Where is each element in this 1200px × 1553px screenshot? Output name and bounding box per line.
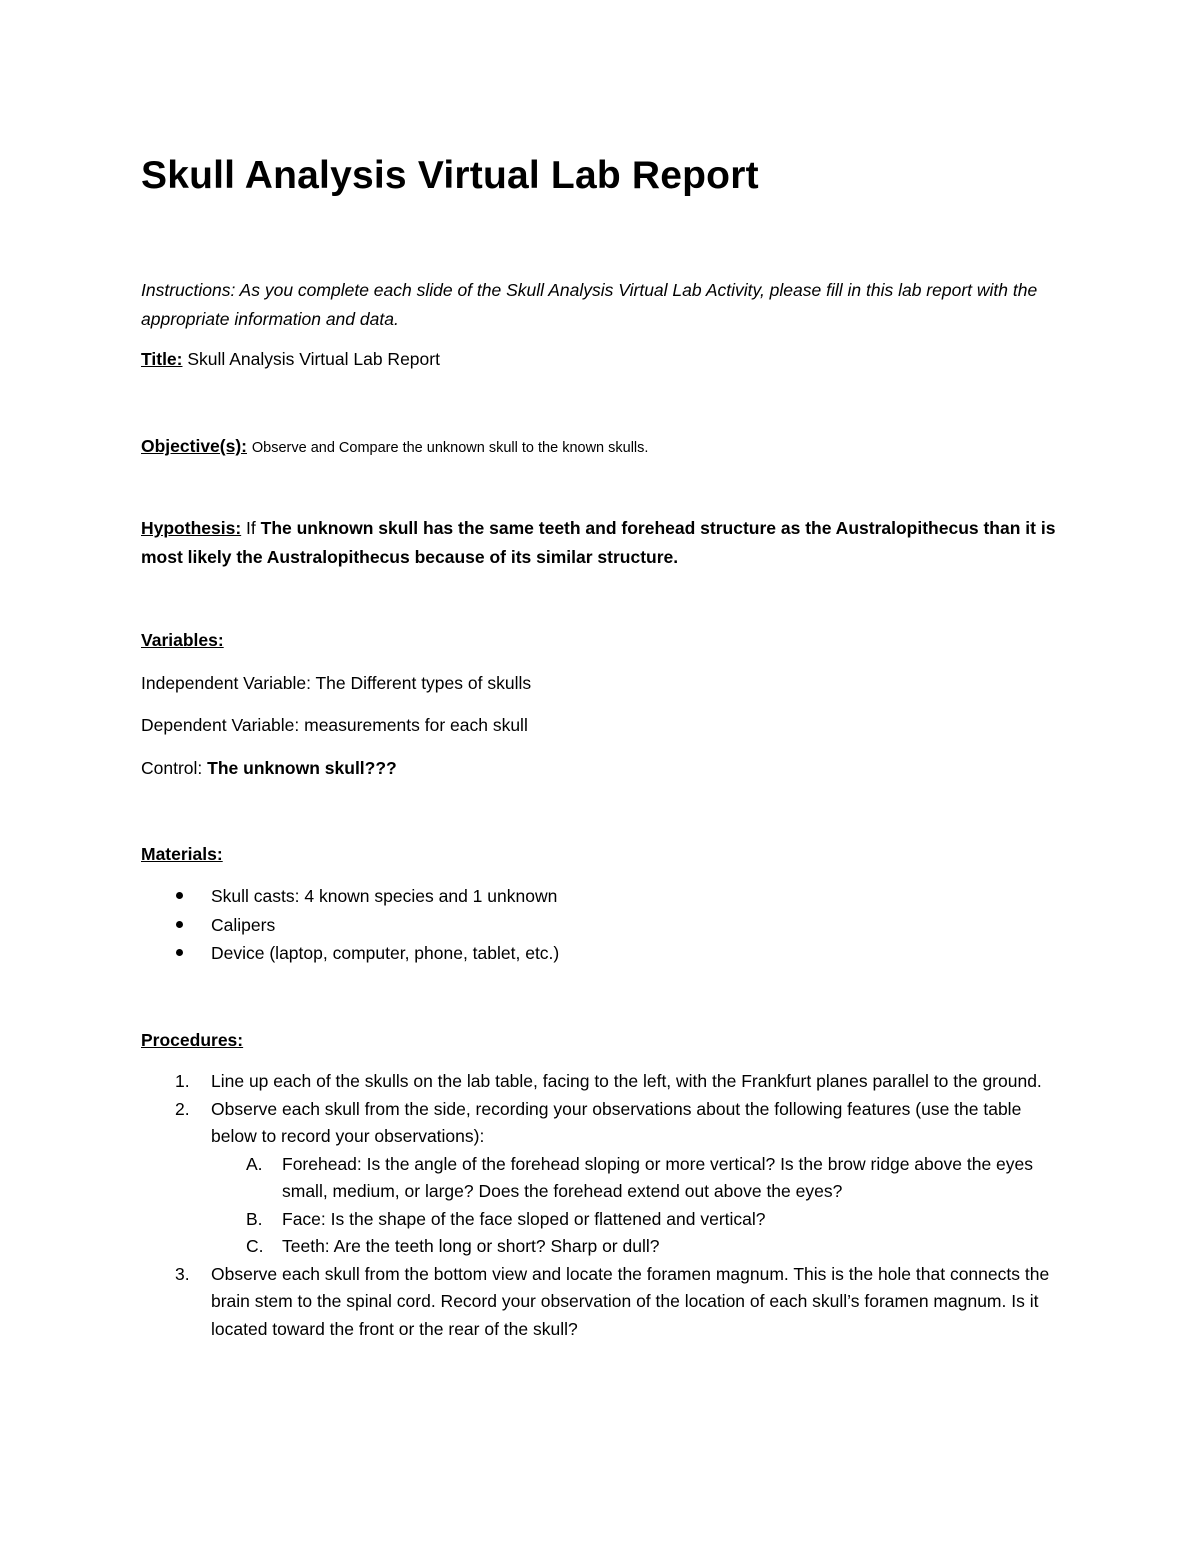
independent-variable: Independent Variable: The Different types of skulls xyxy=(141,673,532,693)
hypothesis-prefix: If xyxy=(246,518,256,538)
control-label: Control: xyxy=(141,758,203,778)
objective-label: Objective(s): xyxy=(141,436,247,456)
hypothesis-label: Hypothesis: xyxy=(141,518,242,538)
procedure-substep xyxy=(141,1233,1061,1261)
bullet-icon xyxy=(176,892,183,899)
step-text: Observe each skull from the bottom view and locate the foramen magnum. This is the hole that connects the brain stem to the spinal cord. Record your observation of the location of each skull’s foramen magnum. Is it located toward the front or the rear of the skull? xyxy=(211,1263,1050,1339)
materials-item-text: Device (laptop, computer, phone, tablet, etc.) xyxy=(211,943,560,963)
title-field xyxy=(141,345,440,373)
instructions-text: Instructions: As you complete each slide of the Skull Analysis Virtual Lab Activity, please fill in this lab report with the appropriate information and data. xyxy=(141,280,1038,329)
step-number: 2. xyxy=(175,1098,190,1119)
procedure-substep xyxy=(141,1151,1061,1206)
step-text: Line up each of the skulls on the lab table, facing to the left, with the Frankfurt planes parallel to the ground. xyxy=(211,1071,1042,1091)
control-variable xyxy=(141,754,397,782)
materials-item xyxy=(141,911,559,940)
materials-item xyxy=(141,939,559,968)
step-text: Observe each skull from the side, recording your observations about the following features (use the table below to record your observations): xyxy=(211,1098,1022,1146)
bullet-icon xyxy=(176,949,183,956)
substep-text: Forehead: Is the angle of the forehead sloping or more vertical? Is the brow ridge above the eyes small, medium, or large? Does the forehead extend out above the eyes? xyxy=(282,1153,1034,1201)
objective-field xyxy=(141,432,648,462)
substep-letter: C. xyxy=(246,1236,264,1256)
procedures-heading: Procedures: xyxy=(141,1030,244,1050)
hypothesis-value: The unknown skull has the same teeth and forehead structure as the Australopithecus than it is most likely the Australopithecus because of its similar structure. xyxy=(141,518,1056,567)
substep-text: Face: Is the shape of the face sloped or flattened and vertical? xyxy=(282,1208,766,1229)
materials-item xyxy=(141,882,559,911)
variables-heading: Variables: xyxy=(141,630,224,650)
hypothesis-field xyxy=(141,514,1061,571)
procedure-step xyxy=(141,1096,1061,1151)
materials-item-text: Calipers xyxy=(211,914,276,935)
title-value: Skull Analysis Virtual Lab Report xyxy=(187,349,440,369)
step-number: 1. xyxy=(175,1071,190,1091)
procedure-substep xyxy=(141,1206,1061,1234)
substep-letter: B. xyxy=(246,1208,263,1229)
step-number: 3. xyxy=(175,1263,190,1284)
materials-item-text: Skull casts: 4 known species and 1 unknown xyxy=(211,886,558,906)
materials-heading: Materials: xyxy=(141,844,223,864)
materials-list xyxy=(141,882,559,968)
objective-value: Observe and Compare the unknown skull to the known skulls. xyxy=(251,440,649,456)
procedures-list xyxy=(141,1068,1061,1343)
title-label: Title: xyxy=(141,349,183,369)
substep-text: Teeth: Are the teeth long or short? Sharp or dull? xyxy=(282,1236,660,1256)
procedure-step xyxy=(141,1068,1061,1096)
document-title: Skull Analysis Virtual Lab Report xyxy=(141,154,759,197)
dependent-variable: Dependent Variable: measurements for each skull xyxy=(141,715,528,735)
procedure-step xyxy=(141,1261,1061,1344)
bullet-icon xyxy=(176,921,183,928)
substep-letter: A. xyxy=(246,1153,263,1174)
control-value: The unknown skull??? xyxy=(207,758,397,778)
